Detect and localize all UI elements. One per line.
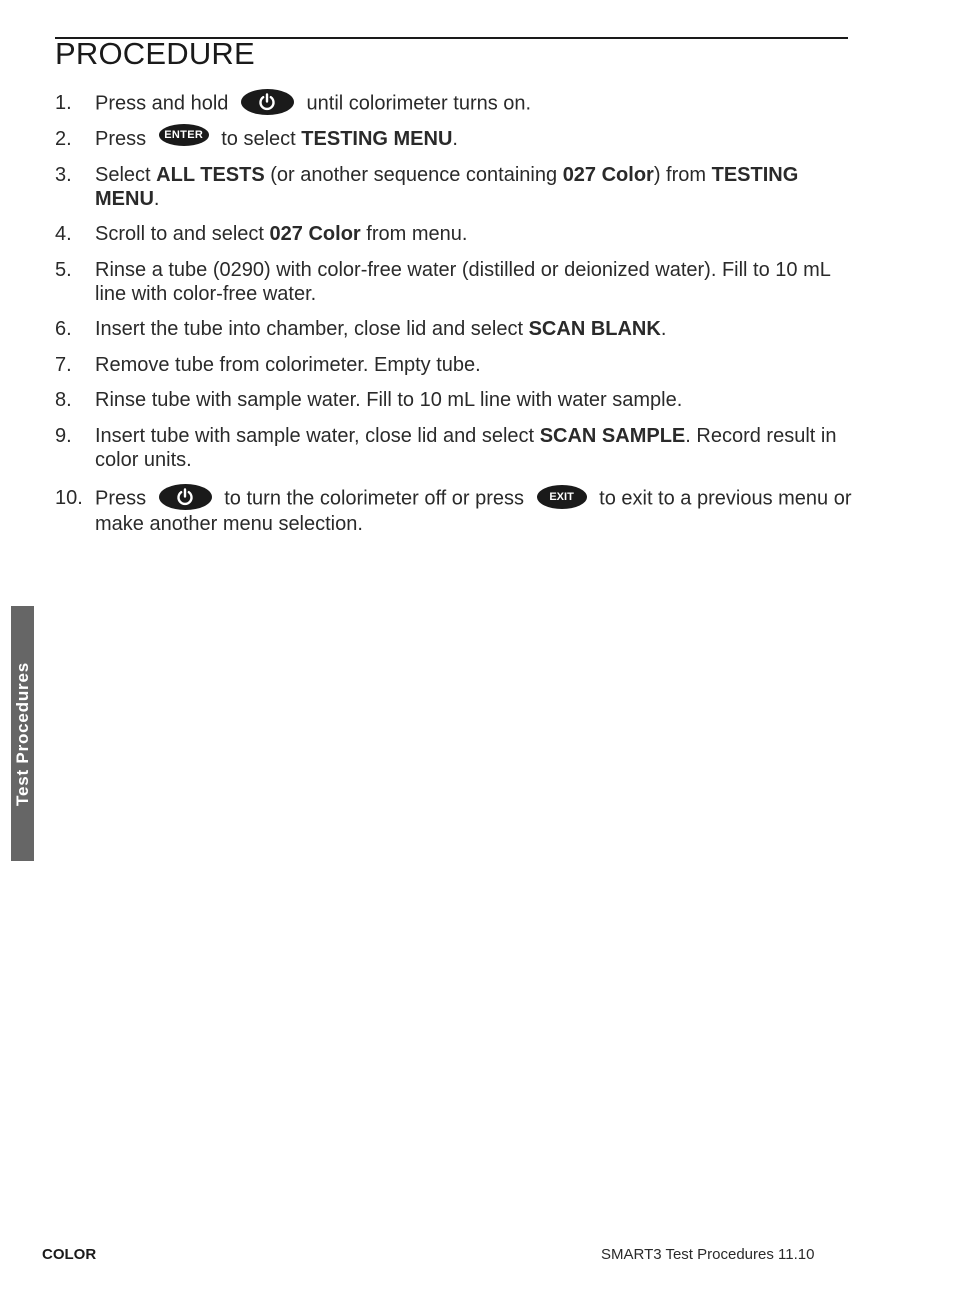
step-2: 2. Press ENTER to select TESTING MENU. [55,127,855,151]
procedure-steps [55,90,855,536]
section-side-tab [11,606,34,861]
step-number: 7. [55,354,72,376]
step-text: until colorimeter turns on. [306,92,532,115]
step-number: 3. [55,164,72,186]
step-8: 8. Rinse tube with sample water. Fill to 10 mL line with water sample. [55,389,683,411]
menu-name: TESTING MENU [95,164,799,210]
menu-option: SCAN SAMPLE [539,425,686,447]
enter-button-icon: ENTER [159,124,209,146]
exit-button-icon: EXIT [537,485,587,509]
step-7: 7. Remove tube from colorimeter. Empty tube. [55,354,481,376]
step-1 [55,91,855,117]
step-number: 4. [55,223,72,245]
menu-name: ALL TESTS [156,164,265,186]
page-heading: PROCEDURE [55,36,255,71]
step-number: 9. [55,425,72,447]
step-text: Press [95,128,147,150]
step-5: 5. Rinse a tube (0290) with color-free water (distilled or deionized water). Fill to 10 mL line with color-free water. [55,259,831,305]
footer-document-title: SMART3 Test Procedures 11.10 [601,1246,815,1263]
step-6: 6. Insert the tube into chamber, close lid and select SCAN BLANK. [55,318,667,340]
step-number: 5. [55,259,72,281]
test-name: 027 Color [562,164,654,186]
power-button-icon [159,484,212,510]
step-10: 10. Press to turn the colorimeter off or press EXIT to exit to a previous menu or make another menu selection. [55,486,855,536]
test-name: 027 Color [269,223,361,245]
menu-option: SCAN BLANK [528,318,661,340]
step-number: 10. [55,487,83,509]
step-text: Press and hold [95,92,229,115]
step-number: 8. [55,389,72,411]
footer-section-name: COLOR [42,1246,97,1263]
side-tab-label: Test Procedures [12,661,32,806]
step-9: 9. Insert tube with sample water, close lid and select SCAN SAMPLE. Record result in color units. [55,425,837,471]
step-3: 3. Select ALL TESTS (or another sequence containing 027 Color) from TESTING MENU. [55,164,799,210]
step-text: to select [221,128,296,150]
step-number: 6. [55,318,72,340]
step-number: 1. [55,92,72,114]
step-number: 2. [55,128,72,150]
menu-name: TESTING MENU [301,128,453,150]
step-4: 4. Scroll to and select 027 Color from menu. [55,223,468,245]
power-button-icon [241,89,294,115]
